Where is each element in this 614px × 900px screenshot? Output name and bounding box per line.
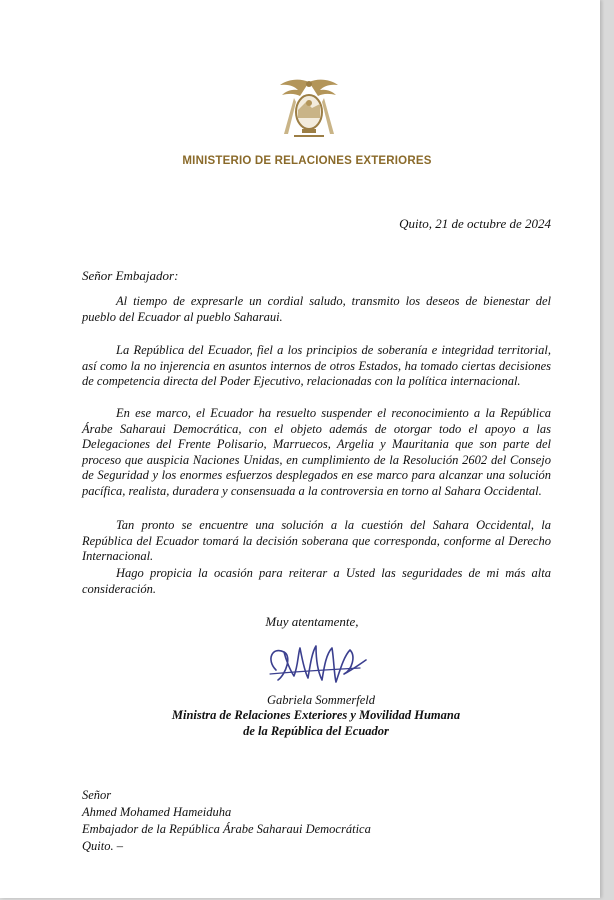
recipient-salutation: Señor <box>82 788 112 802</box>
signer-name: Gabriela Sommerfeld <box>267 693 375 707</box>
ministry-name: MINISTERIO DE RELACIONES EXTERIORES <box>182 155 432 167</box>
letter-date: Quito, 21 de octubre de 2024 <box>399 216 551 231</box>
recipient-position: Embajador de la República Árabe Saharaui Democrática <box>82 822 371 836</box>
paragraph-sovereignty: La República del Ecuador, fiel a los principios de soberanía e integridad territorial, así como la no injerencia en asuntos internos de otros Estados, ha tomado ciertas decisiones de competencia directa del Poder Ejecutivo, relacionadas con la política internacional. <box>82 343 551 388</box>
paragraph-farewell: Hago propicia la ocasión para reiterar a Usted las seguridades de mi más alta consideración. <box>82 566 551 596</box>
closing-phrase: Muy atentamente, <box>265 614 359 629</box>
signer-country: de la República del Ecuador <box>243 724 389 738</box>
handwritten-signature-icon <box>262 630 372 702</box>
salutation: Señor Embajador: <box>82 268 179 283</box>
signer-title: Ministra de Relaciones Exteriores y Movilidad Humana <box>171 708 461 722</box>
recipient-name: Ahmed Mohamed Hameiduha <box>82 805 232 819</box>
paragraph-greeting: Al tiempo de expresarle un cordial saludo, transmito los deseos de bienestar del pueblo del Ecuador al pueblo Saharaui. <box>82 294 551 324</box>
paragraph-decision: En ese marco, el Ecuador ha resuelto suspender el reconocimiento a la República Árabe Saharaui Democrática, con el objeto además de otorgar todo el apoyo a las Delegaciones del Frente Polisario, Marruecos, Argelia y Mauritania que son parte del proceso que auspicia Naciones Unidas, en cumplimiento de la Resolución 2602 del Consejo de Seguridad y los enormes esfuerzos desplegados en ese marco para alcanzar una solución pacífica, realista, duradera y consensuada a la controversia en torno al Sahara Occidental. <box>82 406 551 498</box>
recipient-city: Quito. – <box>82 839 123 853</box>
paragraph-future: Tan pronto se encuentre una solución a la cuestión del Sahara Occidental, la República del Ecuador tomará la decisión soberana que corresponda, conforme al Derecho Internacional. <box>82 518 551 563</box>
ecuador-coat-of-arms-icon <box>274 76 344 144</box>
recipient-block <box>82 787 371 855</box>
